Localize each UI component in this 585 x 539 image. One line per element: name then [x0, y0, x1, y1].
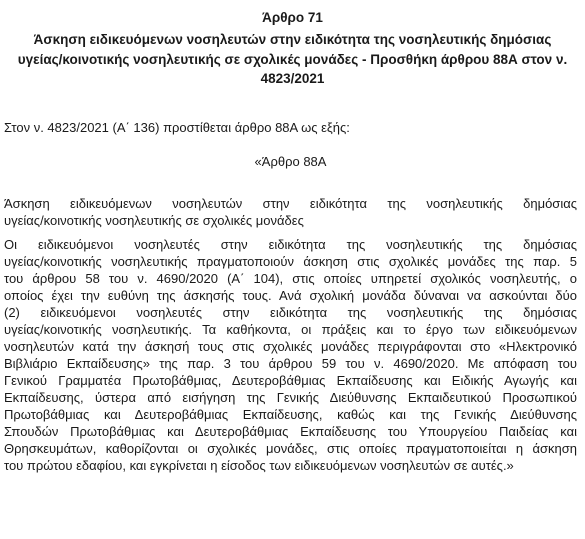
article-title-line: 4823/2021 [260, 71, 325, 86]
body-line: Πρωτοβάθμιας και Δευτεροβάθμιας Εκπαίδευσης, καθώς και της Γενικής Διεύθυνσης [4, 407, 577, 422]
body-line: οποίος έχει την ευθύνη της άσκησής τους. Ανά σχολική μονάδα δύναναι να ασκούνται δύο [4, 288, 577, 303]
body-line: Εκπαίδευσης, ύστερα από εισήγηση της Γενικής Διεύθυνσης Εκπαιδευτικού Προσωπικού [4, 390, 577, 405]
body-line: (2) ειδικευόμενοι νοσηλευτές στην ειδικότητα της νοσηλευτικής της δημόσιας [4, 305, 577, 320]
body-line: νοσηλευτών κατά την άσκησή τους στις σχολικές μονάδες περιγράφονται στο «Ηλεκτρονικό [4, 339, 577, 354]
body-line: Σπουδών Πρωτοβάθμιας και Δευτεροβάθμιας Εκπαίδευσης του Υπουργείου Παιδείας και [4, 424, 577, 439]
quoted-title-line: υγείας/κοινοτικής νοσηλευτικής σε σχολικές μονάδες [4, 213, 304, 228]
article-title-line: Άσκηση ειδικευόμενων νοσηλευτών στην ειδικότητα της νοσηλευτικής δημόσιας [33, 32, 552, 47]
quoted-title-line: Άσκηση ειδικευόμενων νοσηλευτών στην ειδικότητα της νοσηλευτικής δημόσιας [4, 196, 577, 211]
article-number: Άρθρο 71 [262, 10, 323, 25]
body-line: υγείας/κοινοτικής νοσηλευτικής πραγματοποιούν άσκηση στις σχολικές μονάδες της παρ. 5 [4, 254, 577, 269]
body-line: Θρησκευμάτων, καθορίζονται οι σχολικές μονάδες, στις οποίες πραγματοποιείται η άσκηση [4, 441, 577, 456]
body-line: υγείας/κοινοτικής νοσηλευτικής. Τα καθήκοντα, οι πράξεις και το έργο των ειδικευόμενων [4, 322, 577, 337]
body-line: του άρθρου 58 του ν. 4690/2020 (Α΄ 104), στις οποίες υπηρετεί σχολικός νοσηλευτής, ο [4, 271, 577, 286]
body-line: του πρώτου εδαφίου, και εγκρίνεται η είσοδος των ειδικευόμενων νοσηλευτών σε αυτές.» [4, 458, 514, 473]
body-line: Βιβλιάριο Εκπαίδευσης» της παρ. 3 του άρθρου 59 του ν. 4690/2020. Με απόφαση του [4, 356, 577, 371]
quoted-article-label: «Άρθρο 88Α [254, 154, 327, 169]
article-title [6, 30, 579, 89]
article-title-line: υγείας/κοινοτικής νοσηλευτικής σε σχολικές μονάδες - Προσθήκη άρθρου 88Α στον ν. [17, 51, 568, 67]
body-line: Γενικού Γραμματέα Πρωτοβάθμιας, Δευτεροβάθμιας Εκπαίδευσης και Ειδικής Αγωγής και [4, 373, 577, 388]
intro-paragraph: Στον ν. 4823/2021 (Α΄ 136) προστίθεται άρθρο 88Α ως εξής: [4, 120, 350, 135]
body-line: Οι ειδικευόμενοι νοσηλευτές στην ειδικότητα της νοσηλευτικής της δημόσιας [4, 237, 577, 252]
